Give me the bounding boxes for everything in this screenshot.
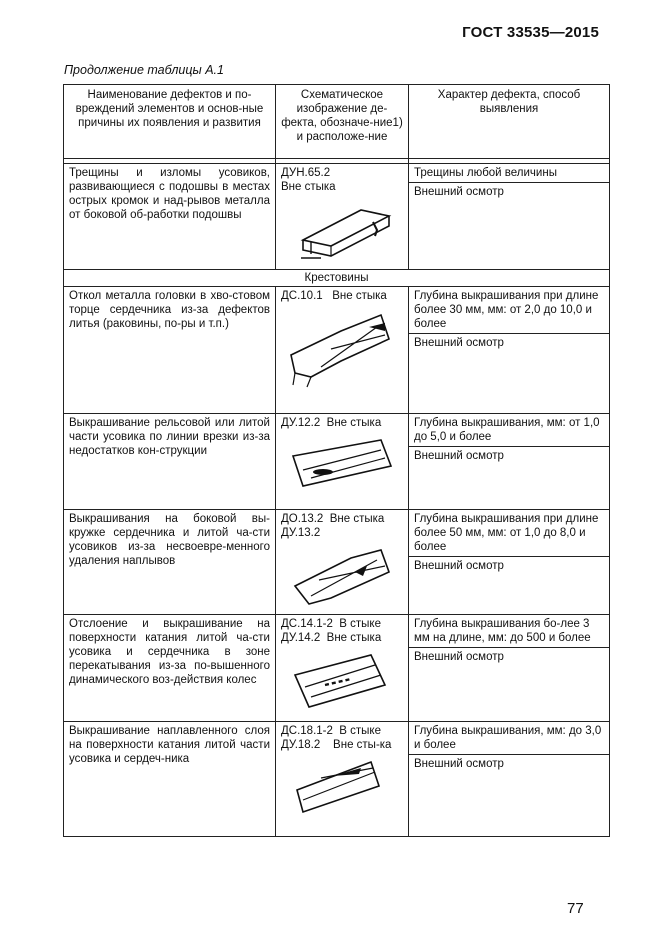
defect-character: Глубина выкрашивания при длине более 30 мм, мм: от 2,0 до 10,0 и более	[409, 287, 609, 334]
defect-scheme-cell	[276, 414, 409, 510]
defect-scheme-cell	[276, 615, 409, 722]
frog-defect-figure	[281, 651, 401, 713]
frog-defect-figure	[281, 309, 401, 389]
table-continuation-caption: Продолжение таблицы А.1	[64, 63, 224, 77]
table-row	[64, 510, 610, 615]
defect-description: Выкрашивание рельсовой или литой части усовика по линии врезки из-за недостатков кон-струкции	[64, 414, 276, 510]
defect-character-cell	[409, 414, 610, 510]
frog-defect-figure	[281, 546, 401, 608]
defect-scheme-cell	[276, 287, 409, 414]
defect-character: Глубина выкрашивания бо-лее 3 мм на длине, мм: до 500 и более	[409, 615, 609, 648]
defect-code: ДС.18.1-2 В стыке ДУ.18.2 Вне сты-ка	[281, 725, 392, 751]
defect-character-cell	[409, 615, 610, 722]
table-row	[64, 287, 610, 414]
defect-description: Откол металла головки в хво-стовом торце сердечника из-за дефектов литья (раковины, по-ры и т.п.)	[64, 287, 276, 414]
detection-method: Внешний осмотр	[414, 758, 504, 770]
defect-character: Глубина выкрашивания, мм: до 3,0 и более	[409, 722, 609, 755]
detection-method: Внешний осмотр	[414, 337, 504, 349]
col-header-character: Характер дефекта, способ выявления	[409, 85, 610, 159]
defect-code: ДС.14.1-2 В стыке ДУ.14.2 Вне стыка	[281, 618, 382, 644]
defect-scheme-cell	[276, 164, 409, 270]
table-row	[64, 164, 610, 270]
defect-character: Трещины любой величины	[409, 164, 609, 183]
defect-description: Выкрашивание наплавленного слоя на поверхности катания литой части усовика и сердеч-ника	[64, 722, 276, 837]
defect-description: Трещины и изломы усовиков, развивающиеся с подошвы в местах острых кромок и над-рывов металла от боковой об-работки подошвы	[64, 164, 276, 270]
defect-character: Глубина выкрашивания, мм: от 1,0 до 5,0 и более	[409, 414, 609, 447]
detection-method: Внешний осмотр	[414, 186, 504, 198]
defect-code: ДО.13.2 Вне стыка ДУ.13.2	[281, 513, 385, 539]
detection-method: Внешний осмотр	[414, 560, 504, 572]
defect-character-cell	[409, 510, 610, 615]
rail-defect-figure	[281, 200, 401, 262]
table-header-row	[64, 85, 610, 159]
col-header-name: Наименование дефектов и по-вреждений элементов и основ-ные причины их появления и развития	[64, 85, 276, 159]
defects-table	[63, 84, 610, 837]
detection-method: Внешний осмотр	[414, 450, 504, 462]
frog-defect-figure	[281, 758, 401, 816]
defect-description: Выкрашивания на боковой вы-кружке сердечника и литой ча-сти усовиков из-за несвоевре-менного удаления наплывов	[64, 510, 276, 615]
table-row	[64, 615, 610, 722]
defect-description: Отслоение и выкрашивание на поверхности катания литой ча-сти усовика и сердечника в зоне перекатывания из-за по-вышенного динамического воз-действия колес	[64, 615, 276, 722]
defect-character: Глубина выкрашивания при длине более 50 мм, мм: от 1,0 до 8,0 и более	[409, 510, 609, 557]
defect-code: ДС.10.1 Вне стыка	[281, 290, 387, 302]
defect-scheme-cell	[276, 510, 409, 615]
section-title: Крестовины	[64, 270, 610, 287]
defect-scheme-cell	[276, 722, 409, 837]
defect-code: ДУ.12.2 Вне стыка	[281, 417, 382, 429]
standard-number: ГОСТ 33535—2015	[462, 24, 599, 41]
col-header-scheme: Схематическое изображение де-фекта, обозначе-ние1) и расположе-ние	[276, 85, 409, 159]
section-row	[64, 270, 610, 287]
defect-character-cell	[409, 164, 610, 270]
page-number: 77	[567, 900, 584, 917]
detection-method: Внешний осмотр	[414, 651, 504, 663]
defect-character-cell	[409, 722, 610, 837]
defect-character-cell	[409, 287, 610, 414]
table-row	[64, 414, 610, 510]
frog-defect-figure	[281, 436, 401, 494]
table-row	[64, 722, 610, 837]
defect-code: ДУН.65.2 Вне стыка	[281, 167, 336, 193]
